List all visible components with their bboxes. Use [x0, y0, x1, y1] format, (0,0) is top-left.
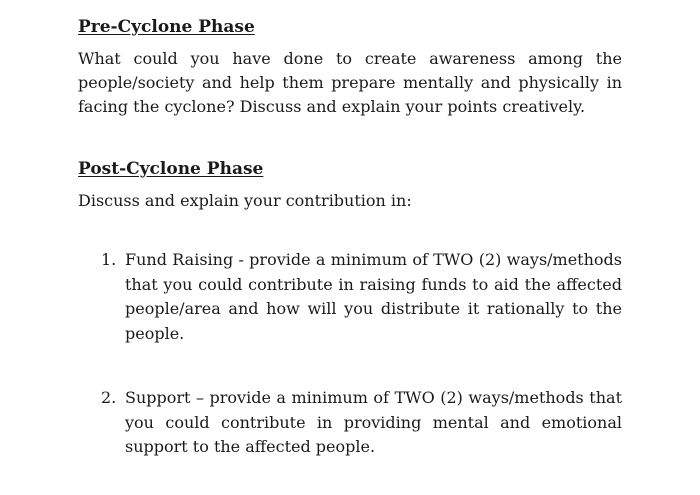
post-cyclone-heading: Post-Cyclone Phase — [78, 159, 264, 179]
list-item-text: Support – provide a minimum of TWO (2) ways/methods that you could contribute in providing mental and emotional support to the affected people. — [125, 388, 622, 456]
list-item-support — [78, 386, 622, 460]
post-cyclone-intro: Discuss and explain your contribution in: — [78, 191, 412, 210]
list-item-text: Fund Raising - provide a minimum of TWO (2) ways/methods that you could contribute in raising funds to aid the affected people/area and how will you distribute it rationally to the people. — [125, 250, 622, 343]
pre-cyclone-question: What could you have done to create awareness among the people/society and help them prepare mentally and physically in facing the cyclone? Discuss and explain your points creatively. — [78, 49, 622, 116]
list-item-fund-raising — [78, 248, 622, 346]
pre-cyclone-heading: Pre-Cyclone Phase — [78, 17, 255, 37]
contribution-list — [78, 248, 622, 460]
post-cyclone-section — [78, 156, 622, 460]
list-item-number: 2. — [101, 388, 117, 407]
list-item-number: 1. — [101, 250, 117, 269]
pre-cyclone-section — [78, 14, 622, 119]
